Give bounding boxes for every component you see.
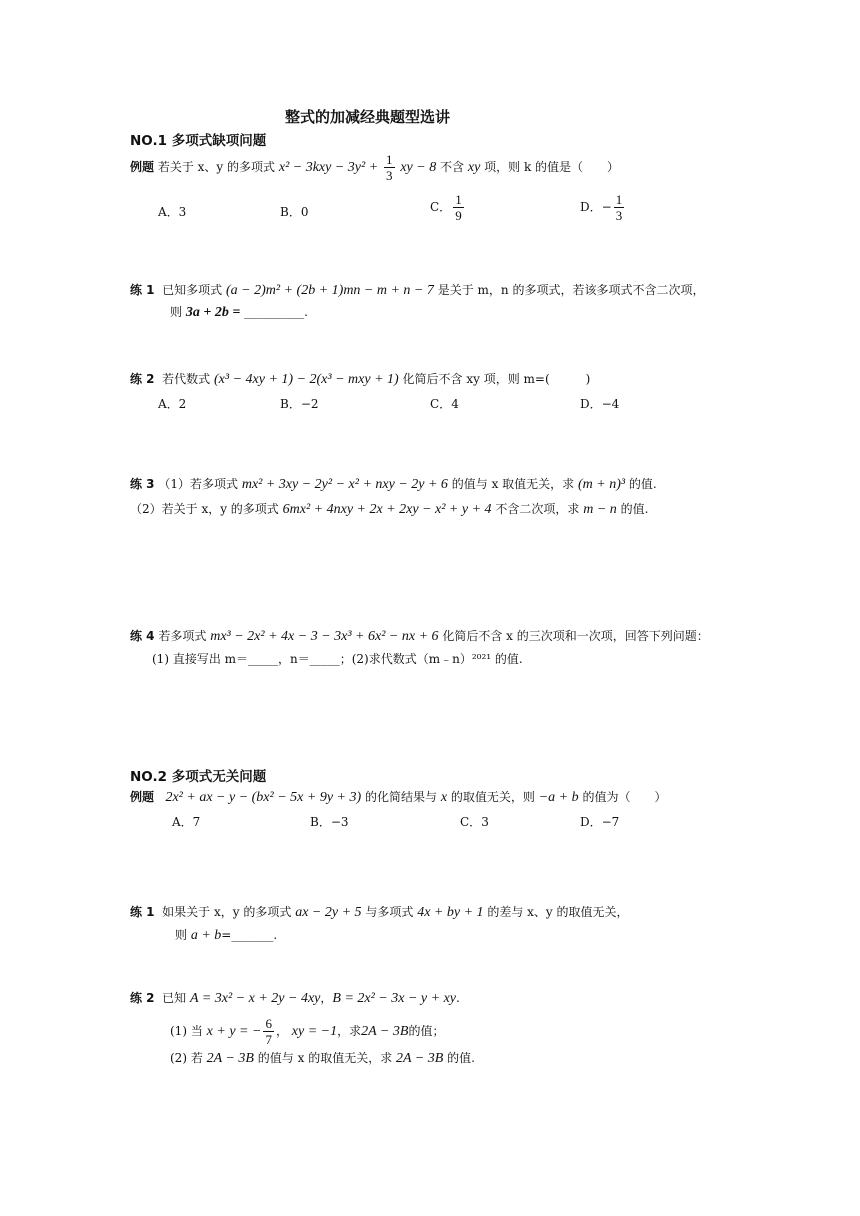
math-expression: (a − 2)m² + (2b + 1)mn − m + n − 7 [226,283,434,298]
math-expression: 2A − 3B [206,1051,254,1066]
practice-6-line1: 练 2 已知 A = 3x² − x + 2y − 4xy，B = 2x² − 3x − y + xy. [130,991,460,1006]
math-expression: 2A − 3B [396,1051,444,1066]
practice-1-line1: 练 1 已知多项式 (a − 2)m² + (2b + 1)mn − m + n − 7 是关于 m，n 的多项式，若该多项式不含二次项， [130,283,705,298]
option-d: D．−4 [580,397,620,411]
math-expression: 3a + 2b = [185,305,241,320]
example-label: 例题 [130,790,155,804]
option-a: A．2 [158,397,187,411]
practice-1-line2: 则 3a + 2b = __________. [170,305,308,320]
example-1-question [130,152,619,183]
fraction: $\frac{1}{9}$ [455,192,462,223]
math-variable: x [440,790,448,805]
fraction: $\frac{6}{7}$ [265,1016,272,1047]
math-expression: ax − 2y + 5 [295,905,362,920]
math-expression: mx² + 3xy − 2y² − x² + nxy − 2y + 6 [241,477,448,492]
math-expression: −a + b [538,790,579,805]
option-a: A．3 [158,205,187,219]
math-expression: 6mx² + 4nxy + 2x + 2xy − x² + y + 4 [282,502,492,517]
math-expression: A = 3x² − x + 2y − 4xy [190,991,321,1006]
example-2-question: 例题 2x² + ax − y − (bx² − 5x + 9y + 3) 的化简结果与 x 的取值无关，则 −a + b 的值为（ ） [130,790,667,805]
practice-label: 练 1 [130,905,155,919]
math-expression: a + b [190,928,222,943]
math-expression: (m + n)³ [578,477,626,492]
practice-label: 练 3 [130,477,155,491]
fraction: $\frac{1}{3}$ [615,192,623,223]
option-c: C．4 [430,397,459,411]
math-expression: (x³ − 4xy + 1) − 2(x³ − mxy + 1) [214,372,399,387]
answer-blank: __________. [244,305,308,319]
option-a: A．7 [172,815,201,829]
question-text: 若关于 x、y 的多项式 [157,160,276,174]
option-b: B．0 [280,205,309,219]
option-d: D．−7 [580,815,620,829]
option-d: D．− $\frac{1}{3}$ [580,192,623,223]
math-expression: B = 2x² − 3x − y + xy [332,991,456,1006]
math-expression: xy − 8 [400,160,437,175]
option-b: B．−2 [280,397,319,411]
fraction: $\frac{1}{3}$ [386,152,393,183]
practice-4-line2: (1) 直接写出 m＝_____，n＝_____；(2)求代数式（m﹣n）²⁰²¹ 的值. [152,652,523,666]
section-heading-1: NO.1 多项式缺项问题 [130,133,267,149]
answer-blank: =_______. [221,928,278,942]
math-expression: 4x + by + 1 [417,905,484,920]
practice-4-line1: 练 4 若多项式 mx³ − 2x² + 4x − 3 − 3x³ + 6x² − nx + 6 化简后不含 x 的三次项和一次项，回答下列问题： [130,629,709,644]
practice-label: 练 1 [130,283,155,297]
option-c: C． $\frac{1}{9}$ [430,192,462,223]
practice-6-sub2: (2) 若 2A − 3B 的值与 x 的取值无关，求 2A − 3B 的值. [170,1051,475,1066]
math-expression: x² − 3kxy − 3y² + [278,160,379,175]
option-c: C．3 [460,815,489,829]
practice-3-line2: （2）若关于 x，y 的多项式 6mx² + 4nxy + 2x + 2xy − x² + y + 4 不含二次项，求 m − n 的值. [130,502,649,517]
section-heading-2: NO.2 多项式无关问题 [130,769,267,785]
question-text: 不含 [440,160,465,174]
math-expression: mx³ − 2x² + 4x − 3 − 3x³ + 6x² − nx + 6 [210,629,439,644]
practice-5-line1: 练 1 如果关于 x，y 的多项式 ax − 2y + 5 与多项式 4x + by + 1 的差与 x、y 的取值无关， [130,905,629,920]
practice-label: 练 2 [130,372,155,386]
practice-6-sub1: (1) 当 x + y = − $\frac{6}{7}$ ， xy = −1，求2A − 3B的值； [170,1016,445,1047]
example-label: 例题 [130,160,155,174]
practice-label: 练 2 [130,991,155,1005]
option-b: B．−3 [310,815,349,829]
practice-3-line1: 练 3 （1）若多项式 mx² + 3xy − 2y² − x² + nxy − 2y + 6 的值与 x 取值无关，求 (m + n)³ 的值. [130,477,657,492]
practice-label: 练 4 [130,629,155,643]
math-expression: x + y = − [206,1024,262,1039]
math-expression: m − n [583,502,617,517]
math-expression: 2x² + ax − y − (bx² − 5x + 9y + 3) [165,790,362,805]
page-title: 整式的加减经典题型选讲 [285,108,451,126]
math-variable: xy [467,160,481,175]
practice-5-line2: 则 a + b=_______. [175,928,278,943]
practice-2-line1: 练 2 若代数式 (x³ − 4xy + 1) − 2(x³ − mxy + 1) 化简后不含 xy 项，则 m=( ) [130,372,591,387]
question-text: 项，则 k 的值是（ ） [484,160,620,174]
math-expression: 2A − 3B [361,1024,409,1039]
math-expression: xy = −1 [291,1024,338,1039]
